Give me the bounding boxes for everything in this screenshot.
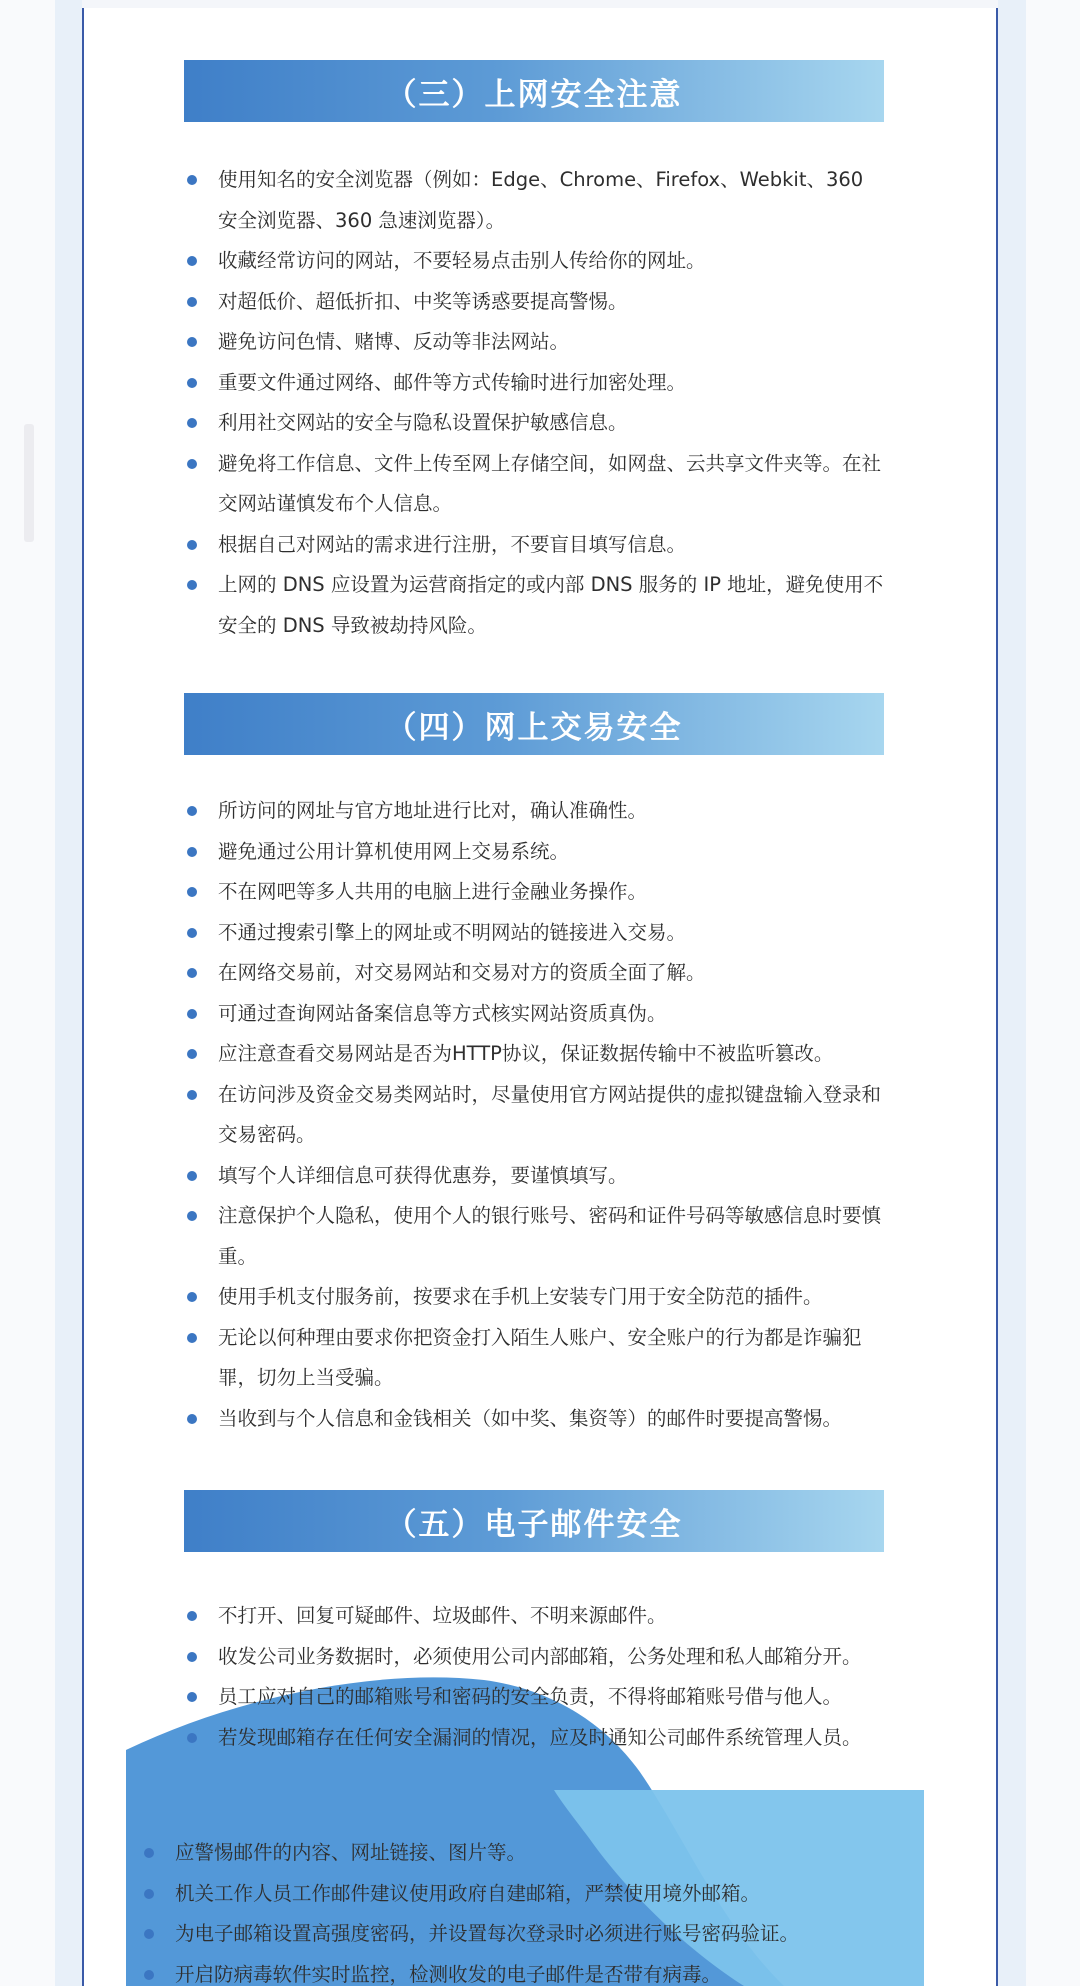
list-item-text: 可通过查询网站备案信息等方式核实网站资质真伪。	[218, 1001, 667, 1025]
section-4-heading: （四）网上交易安全	[385, 709, 683, 746]
bullet-icon	[144, 1929, 154, 1939]
list-item	[184, 1075, 884, 1156]
bullet-icon	[187, 928, 197, 938]
list-item-text: 根据自己对网站的需求进行注册，不要盲目填写信息。	[218, 532, 687, 556]
bullet-icon	[187, 378, 197, 388]
list-item	[184, 1318, 884, 1399]
bullet-icon	[187, 1333, 197, 1343]
list-item-text: 避免通过公用计算机使用网上交易系统。	[218, 839, 570, 863]
bullet-icon	[187, 1611, 197, 1621]
list-item-text: 对超低价、超低折扣、中奖等诱惑要提高警惕。	[218, 289, 628, 313]
list-item-text: 在访问涉及资金交易类网站时，尽量使用官方网站提供的虚拟键盘输入登录和交易密码。	[218, 1082, 882, 1146]
section-4-banner	[184, 693, 884, 755]
list-item-text: 注意保护个人隐私，使用个人的银行账号、密码和证件号码等敏感信息时要慎重。	[218, 1204, 882, 1268]
list-item	[184, 872, 884, 913]
list-item	[184, 363, 884, 404]
list-item	[184, 525, 884, 566]
list-item	[141, 1874, 901, 1915]
document-body	[82, 8, 998, 1986]
list-item-text: 应警惕邮件的内容、网址链接、图片等。	[175, 1841, 527, 1864]
section-5-extra-list	[141, 1833, 901, 1986]
list-item-text: 重要文件通过网络、邮件等方式传输时进行加密处理。	[218, 370, 687, 394]
right-decorative-strip	[998, 0, 1026, 1986]
section-5-banner	[184, 1490, 884, 1552]
list-item	[184, 1718, 884, 1759]
list-item-text: 填写个人详细信息可获得优惠券，要谨慎填写。	[218, 1163, 628, 1187]
list-item-text: 收发公司业务数据时，必须使用公司内部邮箱，公务处理和私人邮箱分开。	[218, 1644, 862, 1668]
section-3-heading: （三）上网安全注意	[385, 76, 683, 113]
list-item-text: 机关工作人员工作邮件建议使用政府自建邮箱，严禁使用境外邮箱。	[175, 1881, 761, 1905]
bullet-icon	[187, 1733, 197, 1743]
bullet-icon	[187, 580, 197, 590]
list-item-text: 使用知名的安全浏览器（例如：Edge、Chrome、Firefox、Webkit、360 安全浏览器、360 急速浏览器）。	[218, 168, 864, 232]
bullet-icon	[187, 1171, 197, 1181]
bullet-icon	[187, 459, 197, 469]
bullet-icon	[187, 337, 197, 347]
bullet-icon	[187, 1090, 197, 1100]
list-item	[184, 832, 884, 873]
list-item-text: 应注意查看交易网站是否为HTTP协议，保证数据传输中不被监听篡改。	[218, 1042, 834, 1065]
list-item-text: 使用手机支付服务前，按要求在手机上安装专门用于安全防范的插件。	[218, 1285, 823, 1308]
list-item-text: 不打开、回复可疑邮件、垃圾邮件、不明来源邮件。	[218, 1604, 667, 1627]
bullet-icon	[187, 1049, 197, 1059]
list-item-text: 上网的 DNS 应设置为运营商指定的或内部 DNS 服务的 IP 地址，避免使用不安全的 DNS 导致被劫持风险。	[218, 573, 884, 637]
bullet-icon	[187, 1009, 197, 1019]
left-decorative-strip	[55, 0, 82, 1986]
section-4-list	[184, 791, 884, 1439]
bullet-icon	[187, 847, 197, 857]
bullet-icon	[187, 1692, 197, 1702]
list-item	[141, 1914, 901, 1955]
list-item	[184, 1196, 884, 1277]
list-item	[184, 1277, 884, 1318]
list-item-text: 不通过搜索引擎上的网址或不明网站的链接进入交易。	[218, 920, 687, 944]
right-margin	[1026, 0, 1080, 1986]
section-3-list	[184, 160, 884, 646]
list-item	[184, 1677, 884, 1718]
bullet-icon	[187, 968, 197, 978]
list-item	[184, 791, 884, 832]
list-item	[184, 1596, 884, 1637]
list-item-text: 开启防病毒软件实时监控，检测收发的电子邮件是否带有病毒。	[175, 1962, 722, 1986]
bullet-icon	[187, 256, 197, 266]
list-item	[184, 1399, 884, 1440]
list-item-text: 为电子邮箱设置高强度密码，并设置每次登录时必须进行账号密码验证。	[175, 1922, 800, 1945]
bullet-icon	[187, 806, 197, 816]
bullet-icon	[187, 1211, 197, 1221]
bullet-icon	[187, 540, 197, 550]
list-item-text: 收藏经常访问的网站，不要轻易点击别人传给你的网址。	[218, 249, 706, 272]
list-item-text: 在网络交易前，对交易网站和交易对方的资质全面了解。	[218, 961, 706, 984]
bullet-icon	[187, 1652, 197, 1662]
bullet-icon	[187, 297, 197, 307]
bullet-icon	[187, 1292, 197, 1302]
list-item	[184, 322, 884, 363]
list-item	[184, 1034, 884, 1075]
section-3-banner	[184, 60, 884, 122]
list-item-text: 利用社交网站的安全与隐私设置保护敏感信息。	[218, 411, 628, 434]
list-item-text: 无论以何种理由要求你把资金打入陌生人账户、安全账户的行为都是诈骗犯罪，切勿上当受骗。	[218, 1325, 862, 1389]
bullet-icon	[187, 418, 197, 428]
list-item-text: 避免将工作信息、文件上传至网上存储空间，如网盘、云共享文件夹等。在社交网站谨慎发布个人信息。	[218, 451, 882, 515]
list-item	[141, 1833, 901, 1874]
list-item-text: 当收到与个人信息和金钱相关（如中奖、集资等）的邮件时要提高警惕。	[218, 1406, 843, 1430]
list-item-text: 若发现邮箱存在任何安全漏洞的情况，应及时通知公司邮件系统管理人员。	[218, 1725, 862, 1749]
list-item	[184, 565, 884, 646]
list-item	[184, 1637, 884, 1678]
list-item	[184, 444, 884, 525]
list-item	[184, 1156, 884, 1197]
top-bar	[0, 0, 1080, 8]
bullet-icon	[144, 1970, 154, 1980]
bullet-icon	[144, 1889, 154, 1899]
scroll-handle[interactable]	[24, 424, 34, 542]
list-item	[184, 160, 884, 241]
section-5-list	[184, 1596, 884, 1758]
list-item	[184, 241, 884, 282]
list-item	[184, 403, 884, 444]
bullet-icon	[187, 175, 197, 185]
left-margin	[0, 0, 55, 1986]
bullet-icon	[144, 1848, 154, 1858]
list-item	[141, 1955, 901, 1986]
section-5-heading: （五）电子邮件安全	[385, 1506, 683, 1543]
list-item	[184, 282, 884, 323]
list-item-text: 避免访问色情、赌博、反动等非法网站。	[218, 330, 570, 353]
list-item	[184, 953, 884, 994]
list-item-text: 所访问的网址与官方地址进行比对，确认准确性。	[218, 799, 648, 822]
list-item	[184, 994, 884, 1035]
list-item	[184, 913, 884, 954]
bullet-icon	[187, 887, 197, 897]
bullet-icon	[187, 1414, 197, 1424]
list-item-text: 员工应对自己的邮箱账号和密码的安全负责，不得将邮箱账号借与他人。	[218, 1685, 843, 1708]
list-item-text: 不在网吧等多人共用的电脑上进行金融业务操作。	[218, 880, 648, 903]
